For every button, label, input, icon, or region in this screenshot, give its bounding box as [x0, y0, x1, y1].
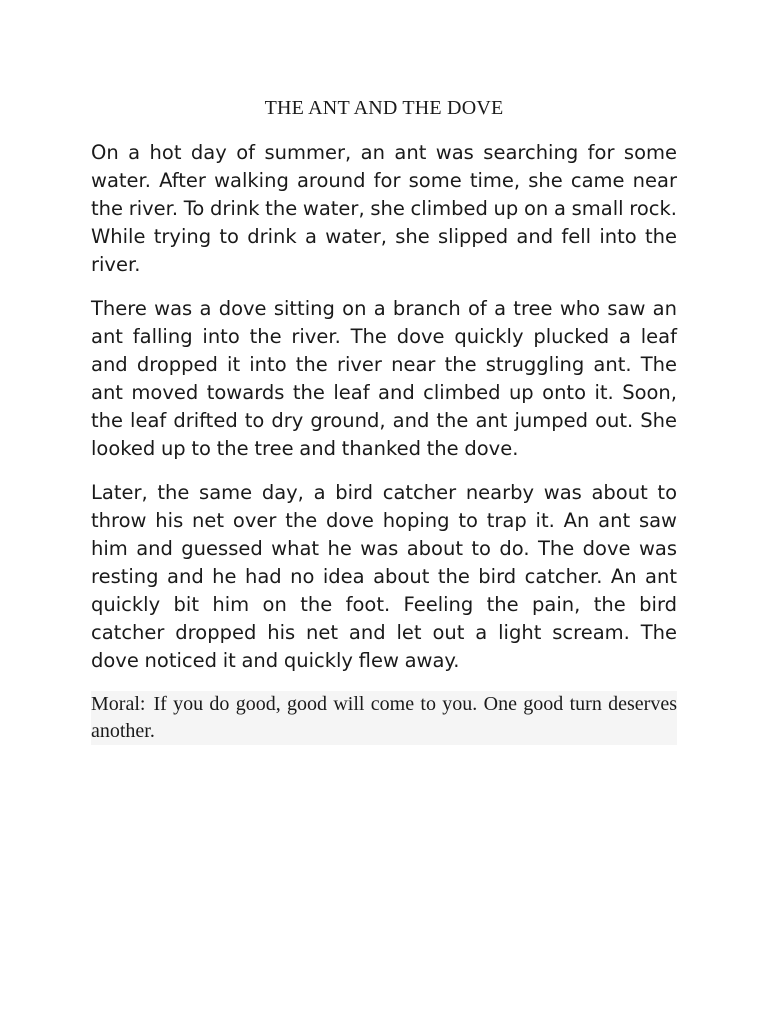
- paragraph-2: There was a dove sitting on a branch of a tree who saw an ant falling into the river. The dove quickly plucked a leaf and dropped it into the river near the struggling ant. The ant moved towards the leaf and climbed up onto it. Soon, the leaf drifted to dry ground, and the ant jumped out. She looked up to the tree and thanked the dove.: [91, 297, 677, 460]
- paragraph-3: Later, the same day, a bird catcher nearby was about to throw his net over the dove hoping to trap it. An ant saw him and guessed what he was about to do. The dove was resting and he had no idea about the bird catcher. An ant quickly bit him on the foot. Feeling the pain, the bird catcher dropped his net and let out a light scream. The dove noticed it and quickly flew away.: [91, 481, 677, 672]
- moral-label: Moral:: [91, 693, 146, 715]
- moral-text: If you do good, good will come to you. One good turn deserves another.: [91, 693, 677, 742]
- moral-block: [91, 691, 677, 745]
- story-title: THE ANT AND THE DOVE: [264, 97, 504, 119]
- paragraph-1: On a hot day of summer, an ant was searching for some water. After walking around for some time, she came near the river. To drink the water, she climbed up on a small rock. While trying to drink a water, she slipped and fell into the river.: [91, 141, 677, 276]
- story-body: [91, 139, 677, 745]
